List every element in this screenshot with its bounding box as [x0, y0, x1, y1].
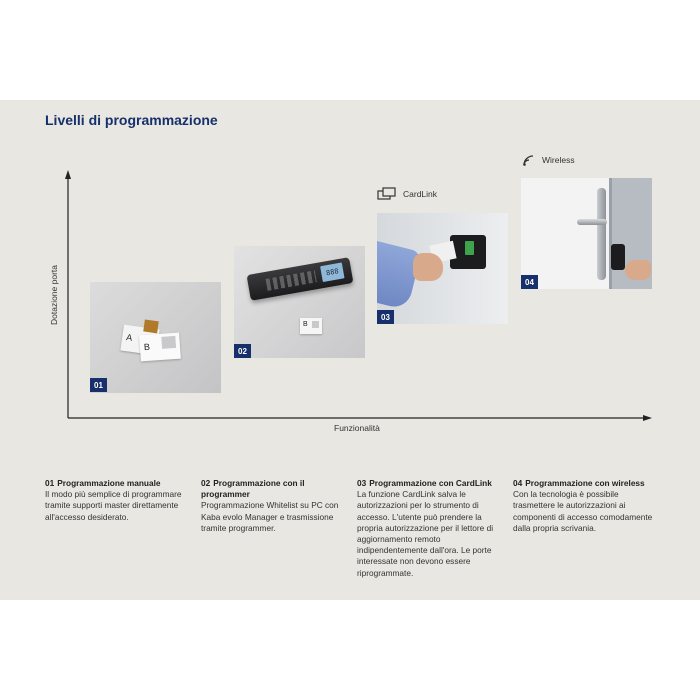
- wireless-text: Wireless: [542, 155, 575, 165]
- level-04-badge: 04: [521, 275, 538, 289]
- level-02-description: [201, 478, 341, 534]
- cardlink-text: CardLink: [403, 189, 438, 199]
- card-stripe: [161, 336, 176, 349]
- level-03-badge: 03: [377, 310, 394, 324]
- wireless-icon: [522, 154, 536, 166]
- level-02-text: Programmazione Whitelist su PC con Kaba evolo Manager e trasmissione tramite programmer.: [201, 500, 339, 533]
- level-01-badge: 01: [90, 378, 107, 392]
- wireless-label: [522, 154, 575, 166]
- level-03-heading: 03 Programmazione con CardLink: [357, 478, 492, 488]
- level-04-text: Con la tecnologia è possibile trasmettere le autorizzazioni ai componenti di accesso comodamente dalla propria scrivania.: [513, 489, 653, 533]
- card-chip: [143, 319, 159, 333]
- hand: [625, 260, 651, 280]
- card-stripe: [312, 321, 319, 328]
- level-01-text: Il modo più semplice di programmare tramite supporti master direttamente all'accesso desiderato.: [45, 489, 182, 522]
- device-keypad: [265, 270, 316, 291]
- cardlink-icon: [377, 187, 397, 201]
- device-screen: 888: [320, 262, 344, 282]
- door-handle: [577, 219, 607, 225]
- level-03-text: La funzione CardLink salva le autorizzazioni per lo strumento di accesso. L'utente può prendere la propria autorizzazione per il lettore di aggiornamento remoto indipendentemente dall'ora. Le porte interessate non devono essere riprogrammate.: [357, 489, 494, 578]
- master-card-b: [139, 333, 181, 362]
- wireless-reader: [611, 244, 625, 270]
- level-04-image: [521, 178, 652, 289]
- door-edge: [609, 178, 612, 289]
- cardlink-label: [377, 187, 437, 201]
- reader-led: [465, 241, 474, 255]
- programmer-card: [300, 318, 322, 334]
- programmer-device: [247, 257, 354, 301]
- level-02-heading: 02 Programmazione con il programmer: [201, 478, 305, 500]
- x-axis-label: Funzionalità: [334, 423, 380, 433]
- level-03-image: [377, 213, 508, 324]
- level-04-description: [513, 478, 653, 534]
- level-01-heading: 01 Programmazione manuale: [45, 478, 161, 488]
- card-letter-b: B: [303, 321, 308, 328]
- level-02-image: [234, 246, 365, 358]
- hand: [413, 253, 443, 281]
- level-04-heading: 04 Programmazione con wireless: [513, 478, 645, 488]
- level-03-description: [357, 478, 497, 579]
- y-axis-label: Dotazione porta: [49, 264, 59, 326]
- level-01-image: [90, 282, 221, 393]
- level-02-badge: 02: [234, 344, 251, 358]
- card-letter-a: A: [125, 332, 133, 343]
- page-title: Livelli di programmazione: [45, 112, 218, 128]
- card-letter-b: B: [143, 341, 151, 353]
- level-01-description: [45, 478, 185, 523]
- door-escutcheon: [597, 188, 606, 280]
